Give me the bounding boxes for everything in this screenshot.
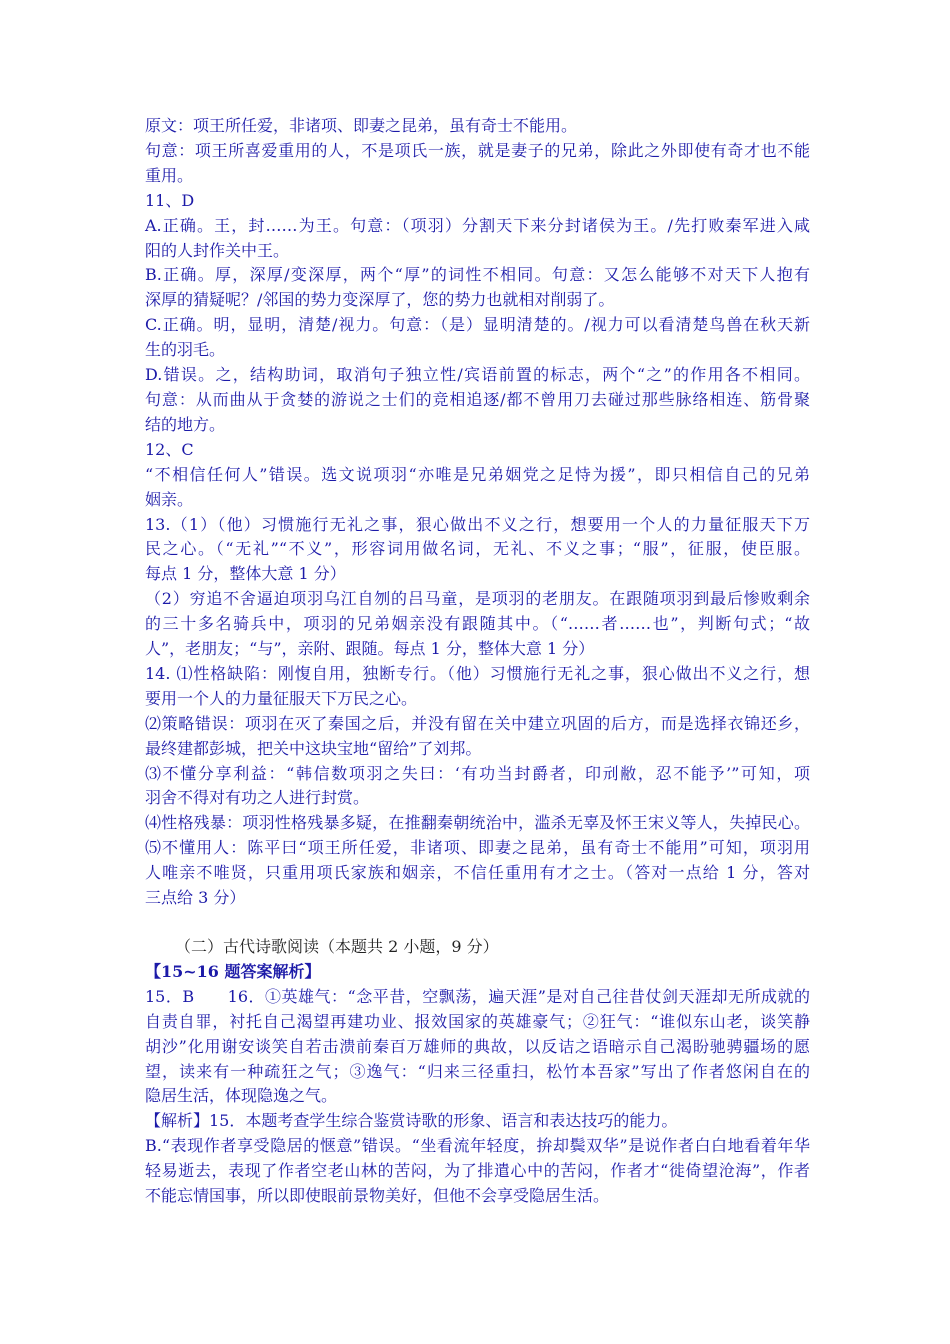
text-line: ⑵策略错误：项羽在灭了秦国之后，并没有留在关中建立巩固的后方，而是选择衣锦还乡， — [145, 713, 810, 733]
text-line: 的三十多名骑兵中，项羽的兄弟姻亲没有跟随其中。（“……者……也”，判断句式；“故 — [145, 614, 810, 634]
text-line: 轻易逝去，表现了作者空老山林的苦闷，为了排遣心中的苦闷，作者才“徙倚望沧海”，作者 — [145, 1161, 810, 1181]
text-line: 人”，老朋友；“与”，亲附、跟随。每点 1 分，整体大意 1 分） — [145, 639, 595, 659]
text-line: 隐居生活，体现隐逸之气。 — [145, 1086, 338, 1106]
text-line: 句意：项王所喜爱重用的人，不是项氏一族，就是妻子的兄弟，除此之外即使有奇才也不能 — [145, 140, 810, 160]
text-line: 13.（1）（他）习惯施行无礼之事，狠心做出不义之行，想要用一个人的力量征服天下万 — [145, 514, 810, 534]
text-line: D.错误。之，结构助词，取消句子独立性/宾语前置的标志，两个“之”的作用各不相同。 — [145, 365, 810, 385]
text-line: 羽舍不得对有功之人进行封赏。 — [145, 788, 370, 808]
text-line: 14. ⑴性格缺陷：刚愎自用，独断专行。（他）习惯施行无礼之事，狠心做出不义之行，想 — [145, 663, 810, 683]
text-line: 12、C — [145, 439, 194, 459]
section-heading-poetry: （二）古代诗歌阅读（本题共 2 小题，9 分） — [175, 937, 499, 956]
text-line: 深厚的猜疑呢？/邻国的势力变深厚了，您的势力也就相对削弱了。 — [145, 290, 615, 310]
text-line: A.正确。王，封……为王。句意：（项羽）分割天下来分封诸侯为王。/先打败秦军进入咸 — [145, 215, 810, 235]
text-line: 要用一个人的力量征服天下万民之心。 — [145, 688, 418, 708]
text-line: 民之心。（“无礼”“不义”，形容词用做名词，无礼、不义之事；“服”，征服，使臣服。 — [145, 539, 810, 559]
text-line: C.正确。明，显明，清楚/视力。句意：（是）显明清楚的。/视力可以看清楚鸟兽在秋天新 — [145, 315, 810, 335]
text-line: 望，读来有一种疏狂之气；③逸气：“归来三径重扫，松竹本吾家”写出了作者悠闲自在的 — [145, 1061, 810, 1081]
text-line: ⑷性格残暴：项羽性格残暴多疑，在推翻秦朝统治中，滥杀无辜及怀王宋义等人，失掉民心。 — [145, 813, 810, 833]
text-line: ⑶不懂分享利益：“韩信数项羽之失曰：‘有功当封爵者，印刓敝，忍不能予’”可知，项 — [145, 763, 810, 783]
text-line: 胡沙”化用谢安谈笑自若击溃前秦百万雄师的典故，以反诘之语暗示自己渴盼驰骋疆场的愿 — [145, 1036, 810, 1056]
text-line: 11、D — [145, 190, 195, 210]
document-page — [145, 114, 810, 1209]
text-line: 阳的人封作关中王。 — [145, 240, 290, 260]
text-line: 原文：项王所任爱，非诸项、即妻之昆弟，虽有奇士不能用。 — [145, 116, 578, 135]
text-line: B.正确。厚，深厚/变深厚，两个“厚”的词性不相同。句意：又怎么能够不对天下人抱有 — [145, 265, 810, 285]
text-line: 重用。 — [145, 165, 194, 185]
text-line: 自责自罪，衬托自己渴望再建功业、报效国家的英雄豪气；②狂气：“谁似东山老，谈笑静 — [145, 1011, 810, 1031]
answer-analysis-heading: 【15~16 题答案解析】 — [145, 961, 321, 981]
answer-section-10-14 — [145, 114, 810, 911]
text-line: 15．B 16．①英雄气：“念平昔，空飘荡，遍天涯”是对自己往昔仗剑天涯却无所成就的 — [145, 986, 810, 1006]
text-line: 生的羽毛。 — [145, 340, 226, 360]
text-line: 人唯亲不唯贤，只重用项氏家族和姻亲，不信任重用有才之士。（答对一点给 1 分，答对 — [145, 863, 810, 883]
text-line: 不能忘情国事，所以即使眼前景物美好，但他不会享受隐居生活。 — [145, 1186, 610, 1206]
answer-section-15-16 — [145, 985, 810, 1209]
text-line: 最终建都彭城，把关中这块宝地“留给”了刘邦。 — [145, 738, 482, 758]
text-line: ⑸不懂用人：陈平曰“项王所任爱，非诸项、即妻之昆弟，虽有奇士不能用”可知，项羽用 — [145, 838, 810, 858]
text-line: 姻亲。 — [145, 489, 194, 509]
text-line: 句意：从而曲从于贪婪的游说之士们的竞相追逐/都不曾用刀去碰过那些脉络相连、筋骨聚 — [145, 389, 810, 409]
text-line: “不相信任何人”错误。选文说项羽“亦唯是兄弟姻党之足恃为援”，即只相信自己的兄弟 — [145, 464, 810, 484]
text-line: 三点给 3 分） — [145, 888, 246, 908]
text-line: 结的地方。 — [145, 414, 226, 434]
text-line: B.“表现作者享受隐居的惬意”错误。“坐看流年轻度，拚却鬓双华”是说作者白白地看着年华 — [145, 1136, 810, 1156]
text-line: 【解析】15．本题考查学生综合鉴赏诗歌的形象、语言和表达技巧的能力。 — [145, 1111, 678, 1131]
section-gap — [145, 911, 810, 935]
text-line: （2）穷追不舍逼迫项羽乌江自刎的吕马童，是项羽的老朋友。在跟随项羽到最后惨败剩余 — [145, 589, 810, 609]
text-line: 每点 1 分，整体大意 1 分） — [145, 564, 346, 584]
